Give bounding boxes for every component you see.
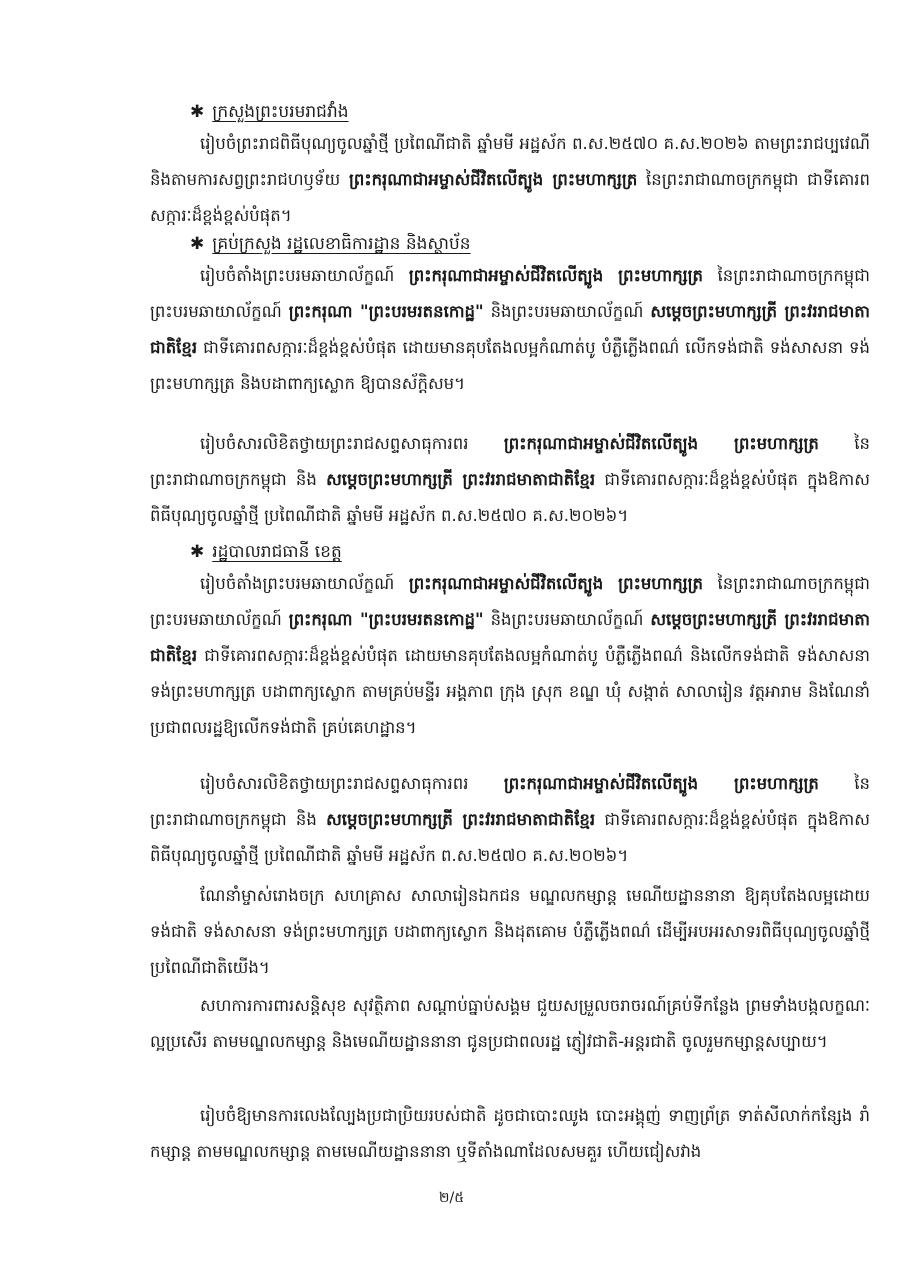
bullet-star-icon: ✱: [190, 542, 205, 562]
section-heading: ✱ គ្រប់ក្រសួង រដ្ឋលេខាធិការដ្ឋាន និងស្ថាប័ន: [190, 234, 471, 254]
paragraph: រៀបចំតាំងព្រះបរមឆាយាល័ក្ខណ៍ ព្រះករុណាជាអម្ចាស់ជីវិតលើត្បូង ព្រះមហាក្សត្រ នៃព្រះរាជាណាចក្រកម្ពុជា ព្រះបរមឆាយាល័ក្ខណ៍ ព្រះករុណា "ព្រះបរមរតនកោដ្ឋ" និងព្រះបរមឆាយាល័ក្ខណ៍ សម្តេចព្រះមហាក្សត្រី ព្រះវររាជមាតាជាតិខ្មែរ ជាទីគោរពសក្ការៈដ៏ខ្ពង់ខ្ពស់បំផុត ដោយមានគុបតែងលម្អកំណាត់បូ បំភ្លឺភ្លើងពណ៌ និងលើកទង់ជាតិ ទង់សាសនា ទង់ព្រះមហាក្សត្រ បដាពាក្យស្លោក តាមគ្រប់មន្ទីរ អង្គភាព ក្រុង ស្រុក ខណ្ឌ ឃុំ សង្កាត់ សាលារៀន វត្តអារាម និងណែនាំប្រជាពលរដ្ឋឱ្យលើកទង់ជាតិ គ្រប់គេហដ្ឋាន។: [150, 574, 870, 737]
paragraph: ណែនាំម្ចាស់រោងចក្រ សហគ្រាស សាលារៀនឯកជន មណ្ឌលកម្សាន្ត មេណីយដ្ឋាននានា ឱ្យគុបតែងលម្អដោយទង់ជាតិ ទង់សាសនា ទង់ព្រះមហាក្សត្រ បដាពាក្យស្លោក និងដុតគោម បំភ្លឺភ្លើងពណ៌ ដើម្បីអបអរសាទរពិធីបុណ្យចូលឆ្នាំថ្មី ប្រពៃណីជាតិយើង។: [150, 886, 870, 977]
paragraph: សហការការពារសន្តិសុខ សុវត្ថិភាព សណ្តាប់ធ្នាប់សង្គម ជួយសម្រួលចរាចរណ៍គ្រប់ទីកន្លែង ព្រមទាំងបង្កលក្ខណៈល្អប្រសើរ តាមមណ្ឌលកម្សាន្ត និងមេណីយដ្ឋាននានា ជូនប្រជាពលរដ្ឋ ភ្ញៀវជាតិ-អន្តរជាតិ ចូលរួមកម្សាន្តសប្បាយ។: [150, 996, 870, 1051]
bullet-star-icon: ✱: [190, 102, 205, 122]
paragraph: រៀបចំសារលិខិតថ្វាយព្រះរាជសព្ទសាធុការពរ ព្រះករុណាជាអម្ចាស់ជីវិតលើត្បូង ព្រះមហាក្សត្រ នៃព្រះរាជាណាចក្រកម្ពុជា និង សម្តេចព្រះមហាក្សត្រី ព្រះវររាជមាតាជាតិខ្មែរ ជាទីគោរពសក្ការៈដ៏ខ្ពង់ខ្ពស់បំផុត ក្នុងឱកាសពិធីបុណ្យចូលឆ្នាំថ្មី ប្រពៃណីជាតិ ឆ្នាំមមី អដ្ឋស័ក ព.ស.២៥៧០ គ.ស.២០២៦។: [150, 774, 870, 865]
bullet-star-icon: ✱: [190, 234, 205, 254]
paragraph: រៀបចំសារលិខិតថ្វាយព្រះរាជសព្ទសាធុការពរ ព្រះករុណាជាអម្ចាស់ជីវិតលើត្បូង ព្រះមហាក្សត្រ នៃព្រះរាជាណាចក្រកម្ពុជា និង សម្តេចព្រះមហាក្សត្រី ព្រះវររាជមាតាជាតិខ្មែរ ជាទីគោរពសក្ការៈដ៏ខ្ពង់ខ្ពស់បំផុត ក្នុងឱកាសពិធីបុណ្យចូលឆ្នាំថ្មី ប្រពៃណីជាតិ ឆ្នាំមមី អដ្ឋស័ក ព.ស.២៥៧០ គ.ស.២០២៦។: [150, 434, 870, 525]
paragraph: រៀបចំឱ្យមានការលេងល្បែងប្រជាប្រិយរបស់ជាតិ ដូចជាបោះឈូង បោះអង្គុញ់ ទាញព្រ័ត្រ ទាត់សីលាក់កន្សែង រាំកម្សាន្ត តាមមណ្ឌលកម្សាន្ត តាមមេណីយដ្ឋាននានា ឬទីតាំងណាដែលសមគួរ ហើយជៀសវាង: [150, 1106, 870, 1161]
section-heading: ✱ រដ្ឋបាលរាជធានី ខេត្ត: [190, 542, 342, 562]
paragraph: រៀបចំតាំងព្រះបរមឆាយាល័ក្ខណ៍ ព្រះករុណាជាអម្ចាស់ជីវិតលើត្បូង ព្រះមហាក្សត្រ នៃព្រះរាជាណាចក្រកម្ពុជា ព្រះបរមឆាយាល័ក្ខណ៍ ព្រះករុណា "ព្រះបរមរតនកោដ្ឋ" និងព្រះបរមឆាយាល័ក្ខណ៍ សម្តេចព្រះមហាក្សត្រី ព្រះវររាជមាតាជាតិខ្មែរ ជាទីគោរពសក្ការៈដ៏ខ្ពង់ខ្ពស់បំផុត ដោយមានគុបតែងលម្អកំណាត់បូ បំភ្លឺភ្លើងពណ៌ លើកទង់ជាតិ ទង់សាសនា ទង់ព្រះមហាក្សត្រ និងបដាពាក្យស្លោក ឱ្យបានស័ក្តិសម។: [150, 266, 870, 393]
page-number: ២/៥: [438, 1190, 465, 1206]
paragraph: រៀបចំព្រះរាជពិធីបុណ្យចូលឆ្នាំថ្មី ប្រពៃណីជាតិ ឆ្នាំមមី អដ្ឋស័ក ព.ស.២៥៧០ គ.ស.២០២៦ តាមព្រះរាជប្បវេណី និងតាមការសព្វព្រះរាជហឫទ័យ ព្រះករុណាជាអម្ចាស់ជីវិតលើត្បូង ព្រះមហាក្សត្រ នៃព្រះរាជាណាចក្រកម្ពុជា ជាទីគោរពសក្ការៈដ៏ខ្ពង់ខ្ពស់បំផុត។: [150, 134, 870, 225]
section-heading: ✱ ក្រសួងព្រះបរមរាជវាំង: [190, 102, 349, 122]
